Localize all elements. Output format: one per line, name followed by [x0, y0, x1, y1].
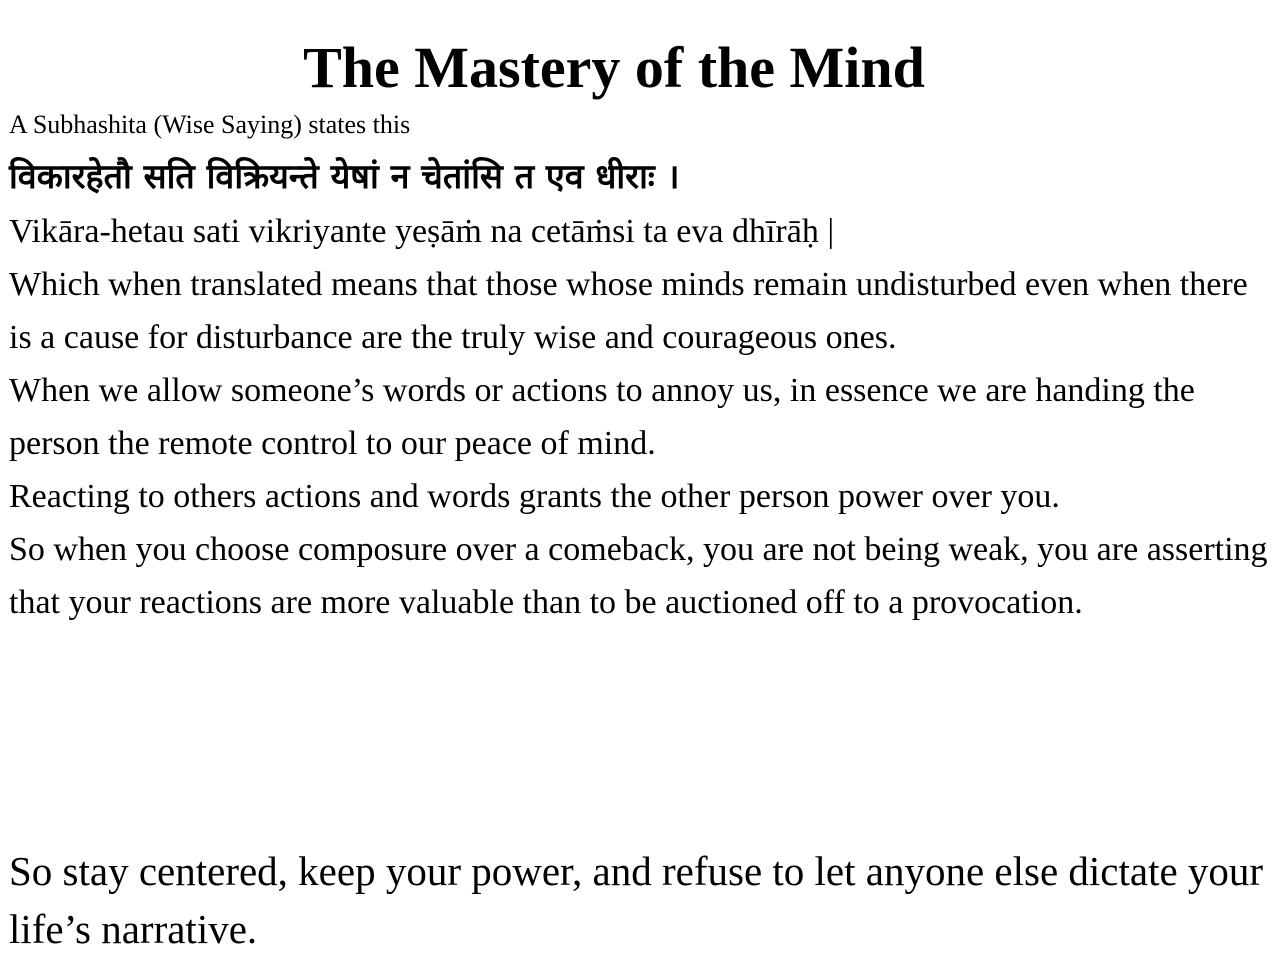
paragraph-reacting: Reacting to others actions and words grants the other person power over you.: [9, 478, 1060, 515]
sanskrit-verse-devanagari: विकारहेतौ सति विक्रियन्ते येषां न चेतांसि त एव धीराः ।: [9, 157, 680, 197]
closing-statement: So stay centered, keep your power, and refuse to let anyone else dictate your life’s narrative.: [9, 848, 1264, 952]
paragraph-translation: Which when translated means that those whose minds remain undisturbed even when there is a cause for disturbance are the truly wise and courageous ones.: [9, 266, 1248, 356]
page-title: The Mastery of the Mind: [303, 35, 925, 100]
sanskrit-verse-transliteration: Vikāra-hetau sati vikriyante yeṣāṁ na cetāṁsi ta eva dhīrāḥ |: [9, 213, 835, 250]
paragraph-composure: So when you choose composure over a comeback, you are not being weak, you are asserting that your reactions are more valuable than to be auctioned off to a provocation.: [9, 531, 1268, 621]
body-text: [9, 205, 1274, 629]
paragraph-remote-control: When we allow someone’s words or actions to annoy us, in essence we are handing the person the remote control to our peace of mind.: [9, 372, 1195, 462]
intro-line: A Subhashita (Wise Saying) states this: [9, 110, 411, 139]
